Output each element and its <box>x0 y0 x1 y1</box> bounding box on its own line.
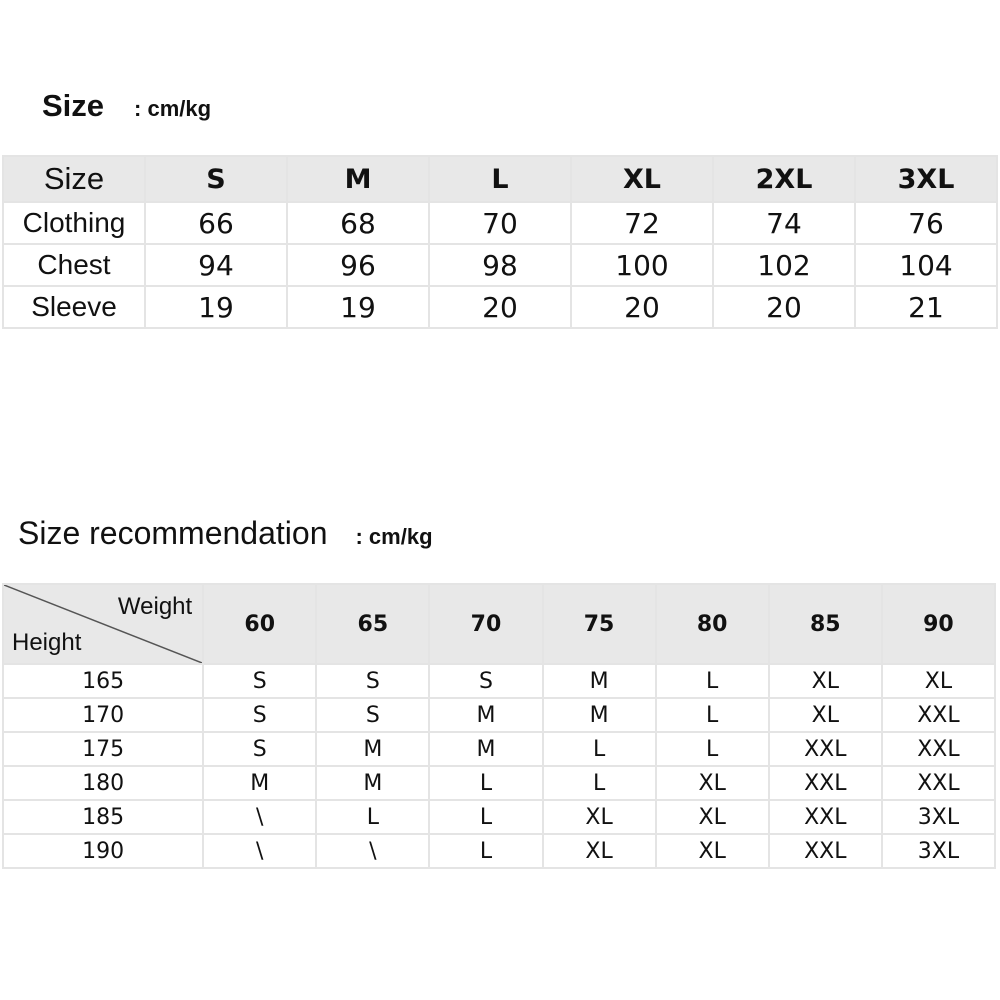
recommended-size: \ <box>203 834 316 868</box>
recommendation-row <box>3 732 995 766</box>
size-header-cell: Size <box>3 156 145 202</box>
height-value: 170 <box>3 698 203 732</box>
weight-header-cell: 90 <box>882 584 995 664</box>
recommended-size: XXL <box>769 766 882 800</box>
size-chart-table <box>2 155 998 329</box>
recommended-size: M <box>543 698 656 732</box>
recommended-size: XL <box>543 800 656 834</box>
height-value: 175 <box>3 732 203 766</box>
measurement-value: 72 <box>571 202 713 244</box>
recommended-size: L <box>429 800 542 834</box>
recommended-size: XL <box>769 698 882 732</box>
recommended-size: L <box>656 732 769 766</box>
recommended-size: M <box>429 732 542 766</box>
measurement-value: 20 <box>429 286 571 328</box>
recommended-size: S <box>203 664 316 698</box>
weight-header-cell: 80 <box>656 584 769 664</box>
recommendation-heading <box>18 515 433 552</box>
measurement-value: 19 <box>145 286 287 328</box>
measurement-value: 100 <box>571 244 713 286</box>
recommended-size: XL <box>656 766 769 800</box>
measurement-value: 68 <box>287 202 429 244</box>
height-value: 165 <box>3 664 203 698</box>
measurement-value: 20 <box>571 286 713 328</box>
recommended-size: L <box>543 766 656 800</box>
recommendation-row <box>3 800 995 834</box>
recommended-size: M <box>316 766 429 800</box>
size-header-cell: S <box>145 156 287 202</box>
recommended-size: XL <box>656 834 769 868</box>
recommendation-table <box>2 583 996 869</box>
weight-header-cell: 85 <box>769 584 882 664</box>
recommended-size: L <box>543 732 656 766</box>
measurement-value: 66 <box>145 202 287 244</box>
recommendation-unit: : cm/kg <box>355 524 433 549</box>
recommended-size: XL <box>769 664 882 698</box>
height-value: 190 <box>3 834 203 868</box>
weight-header-cell: 75 <box>543 584 656 664</box>
recommended-size: XL <box>882 664 995 698</box>
recommendation-title: Size recommendation <box>18 515 328 551</box>
size-header-cell: 2XL <box>713 156 855 202</box>
recommended-size: XXL <box>769 834 882 868</box>
measurement-value: 76 <box>855 202 997 244</box>
measurement-value: 19 <box>287 286 429 328</box>
measurement-value: 104 <box>855 244 997 286</box>
recommended-size: 3XL <box>882 834 995 868</box>
measurement-label: Chest <box>3 244 145 286</box>
recommended-size: S <box>203 698 316 732</box>
recommended-size: L <box>316 800 429 834</box>
weight-header-cell: 60 <box>203 584 316 664</box>
recommended-size: L <box>656 698 769 732</box>
recommended-size: \ <box>203 800 316 834</box>
recommended-size: S <box>316 698 429 732</box>
size-chart-unit: : cm/kg <box>134 96 212 121</box>
recommended-size: M <box>429 698 542 732</box>
size-header-cell: XL <box>571 156 713 202</box>
measurement-label: Sleeve <box>3 286 145 328</box>
recommended-size: M <box>543 664 656 698</box>
weight-header-cell: 65 <box>316 584 429 664</box>
recommendation-row <box>3 834 995 868</box>
size-header-cell: L <box>429 156 571 202</box>
recommended-size: XL <box>656 800 769 834</box>
measurement-value: 20 <box>713 286 855 328</box>
measurement-value: 21 <box>855 286 997 328</box>
corner-cell <box>3 584 203 664</box>
recommended-size: M <box>316 732 429 766</box>
size-chart-heading <box>42 88 211 124</box>
weight-header-cell: 70 <box>429 584 542 664</box>
recommendation-row <box>3 698 995 732</box>
recommended-size: XL <box>543 834 656 868</box>
measurement-value: 74 <box>713 202 855 244</box>
size-header-cell: M <box>287 156 429 202</box>
recommended-size: L <box>429 834 542 868</box>
recommended-size: XXL <box>769 732 882 766</box>
recommended-size: XXL <box>882 766 995 800</box>
recommended-size: L <box>429 766 542 800</box>
measurement-label: Clothing <box>3 202 145 244</box>
recommended-size: S <box>316 664 429 698</box>
size-chart-row <box>3 202 997 244</box>
recommended-size: XXL <box>882 732 995 766</box>
recommended-size: XXL <box>882 698 995 732</box>
recommendation-row <box>3 664 995 698</box>
measurement-value: 70 <box>429 202 571 244</box>
measurement-value: 102 <box>713 244 855 286</box>
recommendation-row <box>3 766 995 800</box>
recommended-size: XXL <box>769 800 882 834</box>
recommended-size: \ <box>316 834 429 868</box>
measurement-value: 94 <box>145 244 287 286</box>
recommended-size: S <box>203 732 316 766</box>
corner-weight-label: Weight <box>117 593 193 620</box>
recommended-size: S <box>429 664 542 698</box>
height-value: 185 <box>3 800 203 834</box>
recommended-size: M <box>203 766 316 800</box>
height-value: 180 <box>3 766 203 800</box>
size-header-cell: 3XL <box>855 156 997 202</box>
measurement-value: 98 <box>429 244 571 286</box>
size-chart-header-row <box>3 156 997 202</box>
size-chart-row <box>3 286 997 328</box>
size-chart-title: Size <box>42 88 105 123</box>
corner-height-label: Height <box>12 629 82 656</box>
measurement-value: 96 <box>287 244 429 286</box>
recommended-size: L <box>656 664 769 698</box>
recommendation-header-row <box>3 584 995 664</box>
size-chart-row <box>3 244 997 286</box>
recommended-size: 3XL <box>882 800 995 834</box>
